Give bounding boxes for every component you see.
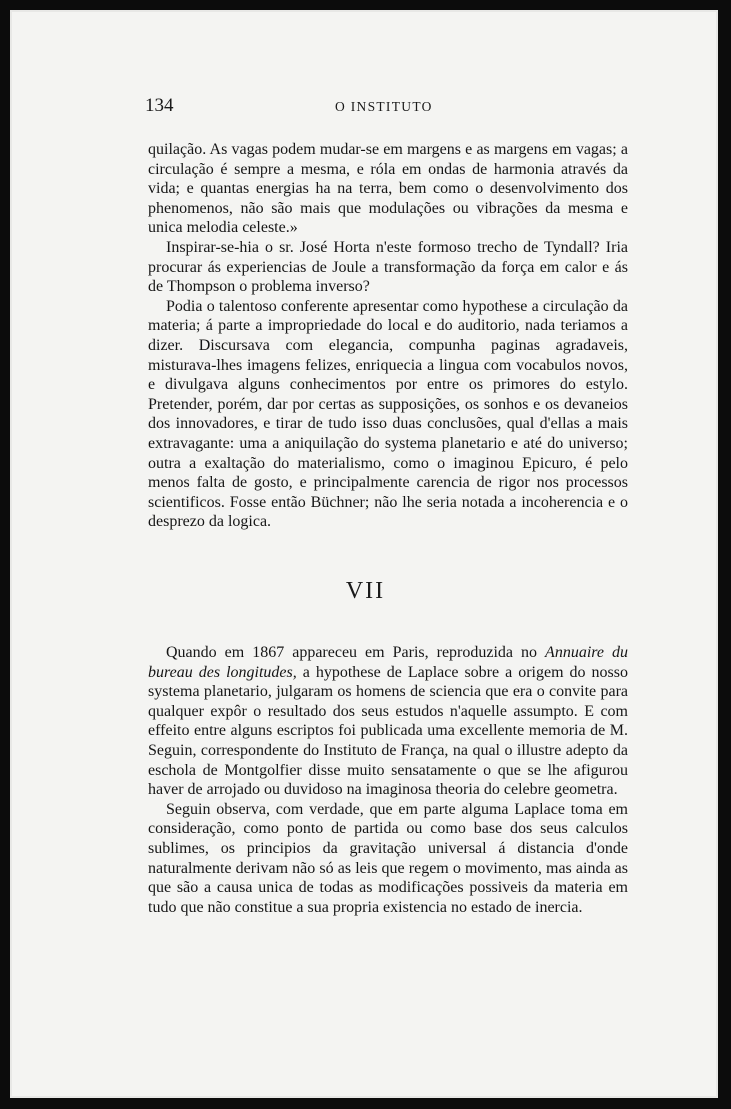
paragraph — [148, 643, 628, 800]
paragraph-lead: Quando em 1867 appareceu em Paris, reproduzida no — [166, 644, 546, 661]
paragraph-rest: a hypothese de Laplace sobre a origem do nosso systema planetario, julgaram os homens de sciencia que era o convite para qualquer expôr o resultado dos seus estudos n'aquelle assumpto. E com effeito entre alguns escriptos foi publicada uma excellente memoria de M. Seguin, correspondente do Instituto de França, na qual o illustre adepto da eschola de Montgolfier disse muito sensatamente o que se lhe afigurou haver de arrojado ou duvidoso na imaginosa theoria do celebre geometra. — [148, 663, 628, 799]
italic-title: Annuaire du bureau des longitudes, — [148, 644, 629, 681]
text-block-top — [148, 140, 628, 532]
text-block-bottom — [148, 643, 628, 917]
page-header — [145, 95, 630, 119]
section-heading: VII — [345, 578, 386, 604]
paragraph: Inspirar-se-hia o sr. José Horta n'este formoso trecho de Tyndall? Iria procurar ás experiencias de Joule a transformação da força em calor e ás de Thompson o problema inverso? — [148, 238, 628, 296]
paragraph: quilação. As vagas podem mudar-se em margens e as margens em vagas; a circulação é sempre a mesma, e róla em ondas de harmonia através da vida; e quantas energias ha na terra, bem como o desenvolvimento dos phenomenos, não são mais que modulações ou vibrações da mesma e unica melodia celeste.» — [148, 141, 628, 237]
paragraph: Podia o talentoso conferente apresentar como hypothese a circulação da materia; á parte a impropriedade do local e do auditorio, nada teriamos a dizer. Discursava com elegancia, compunha paginas agradaveis, misturava-lhes imagens felizes, enriquecia a lingua com vocabulos novos, e divulgava alguns conhecimentos por entre os primores do estylo. Pretender, porém, dar por certas as supposições, os sonhos e os devaneios dos innovadores, e tirar de tudo isso duas conclusões, qual d'ellas a mais extravagante: uma a aniquilação do systema planetario e até do universo; outra a exaltação do materialismo, como o imaginou Epicuro, é pelo menos falta de gosto, e principalmente carencia de rigor nos processos scientificos. Fosse então Büchner; não lhe seria notada a incoherencia e o desprezo da logica. — [148, 297, 628, 531]
paragraph: Seguin observa, com verdade, que em parte alguma Laplace toma em consideração, como ponto de partida ou como base dos seus calculos sublimes, os principios da gravitação universal á distancia d'onde naturalmente derivam não só as leis que regem o movimento, mas ainda as que são a causa unica de todas as modificações possiveis da materia em tudo que não constitue a sua propria existencia no estado de inercia. — [148, 800, 628, 916]
running-title: O INSTITUTO — [335, 99, 433, 114]
page-number: 134 — [145, 95, 174, 116]
